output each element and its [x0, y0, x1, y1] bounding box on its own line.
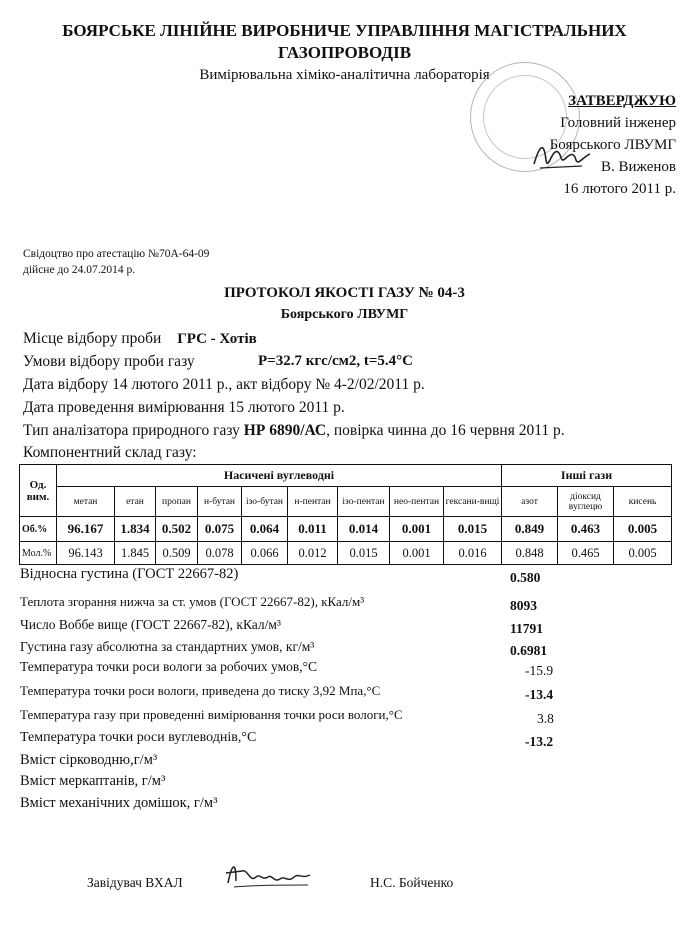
sampling-place-value: ГРС - Хотів: [177, 331, 257, 347]
property-value: 8093: [510, 598, 537, 613]
composition-label: Компонентний склад газу:: [23, 444, 197, 461]
table-cell: 1.834: [115, 517, 156, 542]
table-cell: 0.848: [502, 542, 558, 565]
property-label: Вміст меркаптанів, г/м³: [20, 773, 166, 789]
handwritten-signature-head: [222, 855, 314, 891]
table-cell: 0.014: [338, 517, 390, 542]
table-cell: 0.015: [444, 517, 502, 542]
column-header: метан: [57, 487, 115, 517]
table-cell: 0.016: [444, 542, 502, 565]
table-cell: 0.064: [242, 517, 288, 542]
table-cell: 0.001: [390, 517, 444, 542]
table-cell: 0.015: [338, 542, 390, 565]
property-label: Число Воббе вище (ГОСТ 22667-82), кКал/м³: [20, 617, 281, 632]
table-cell: 0.075: [198, 517, 242, 542]
property-label: Температура точки роси вуглеводнів,°С: [20, 730, 257, 745]
table-cell: 0.849: [502, 517, 558, 542]
property-value: -13.2: [525, 734, 554, 749]
signature-position: Завідувач ВХАЛ: [87, 875, 183, 890]
protocol-title: ПРОТОКОЛ ЯКОСТІ ГАЗУ № 04-3: [224, 285, 465, 301]
organization-name: [0, 20, 689, 64]
property-label: Теплота згорання нижча за ст. умов (ГОСТ 22667-82), кКал/м³: [20, 594, 365, 609]
property-value: -15.9: [525, 663, 554, 678]
sampling-conditions-label: Умови відбору проби газу: [23, 353, 195, 370]
approval-title: ЗАТВЕРДЖУЮ: [568, 93, 676, 109]
analyzer-prefix: Тип аналізатора природного газу: [23, 422, 244, 439]
sampling-place-line: [23, 330, 257, 348]
table-cell: 0.005: [614, 517, 672, 542]
analyzer-model: НР 6890/АС: [243, 422, 327, 439]
table-row: [20, 517, 672, 542]
saturated-hydrocarbons-header: Насичені вуглеводні: [57, 465, 502, 487]
protocol-subtitle: Боярського ЛВУМГ: [280, 307, 409, 322]
unit-header: Од. вим.: [20, 465, 57, 517]
property-value: 11791: [510, 621, 544, 636]
other-gases-header: Інші гази: [502, 465, 672, 487]
column-header: етан: [115, 487, 156, 517]
sampling-conditions-line: [23, 353, 413, 371]
property-value: 3.8: [537, 711, 554, 726]
approval-date: 16 лютого 2011 р.: [563, 181, 676, 197]
table-cell: 0.463: [558, 517, 614, 542]
column-header: нео-пентан: [390, 487, 444, 517]
certificate-validity: дійсне до 24.07.2014 р.: [23, 264, 136, 276]
property-label: Вміст сірководню,г/м³: [20, 752, 158, 768]
table-cell: 0.502: [156, 517, 198, 542]
property-label: Відносна густина (ГОСТ 22667-82): [20, 566, 239, 582]
property-label: Густина газу абсолютна за стандартних умов, кг/м³: [20, 639, 315, 654]
laboratory-name: Вимірювальна хіміко-аналітична лабораторія: [199, 67, 490, 83]
table-cell: 0.005: [614, 542, 672, 565]
signature-name: Н.С. Бойченко: [370, 875, 454, 890]
property-label: Вміст механічних домішок, г/м³: [20, 795, 218, 811]
column-header: азот: [502, 487, 558, 517]
sampling-conditions-value: Р=32.7 кгс/см2, t=5.4°С: [258, 353, 413, 369]
row-unit-label: Об.%: [20, 517, 57, 542]
gas-composition-table: [19, 464, 672, 565]
sampling-date-line: Дата відбору 14 лютого 2011 р., акт відбору № 4-2/02/2011 р.: [23, 376, 425, 393]
table-cell: 0.465: [558, 542, 614, 565]
certificate-number: Свідоцтво про атестацію №70А-64-09: [23, 248, 210, 260]
column-header: н-бутан: [198, 487, 242, 517]
table-cell: 0.509: [156, 542, 198, 565]
property-value: 0.580: [510, 570, 541, 585]
approval-signer: В. Виженов: [601, 159, 676, 175]
organization-line-2: ГАЗОПРОВОДІВ: [277, 43, 412, 62]
property-label: Температура точки роси вологи за робочих умов,°С: [20, 659, 318, 674]
certificate-info: [23, 246, 209, 278]
property-value: 0.6981: [510, 643, 548, 658]
approval-organization: Боярського ЛВУМГ: [549, 137, 676, 153]
table-cell: 0.078: [198, 542, 242, 565]
organization-line-1: БОЯРСЬКЕ ЛІНІЙНЕ ВИРОБНИЧЕ УПРАВЛІННЯ МАГІСТРАЛЬНИХ: [62, 21, 627, 40]
table-row: [20, 542, 672, 565]
sampling-place-label: Місце відбору проби: [23, 330, 162, 347]
column-header: н-пентан: [288, 487, 338, 517]
table-cell: 0.012: [288, 542, 338, 565]
property-value: -13.4: [525, 687, 554, 702]
analyzer-suffix: , повірка чинна до 16 червня 2011 р.: [326, 422, 565, 439]
column-header: ізо-бутан: [242, 487, 288, 517]
column-header: діоксид вуглецю: [558, 487, 614, 517]
property-label: Температура газу при проведенні вимірювання точки роси вологи,°С: [20, 707, 403, 722]
table-cell: 0.001: [390, 542, 444, 565]
handwritten-signature-approval: [530, 138, 592, 174]
analyzer-line: [23, 422, 565, 440]
column-header: гексани-вищі: [444, 487, 502, 517]
table-cell: 0.011: [288, 517, 338, 542]
table-cell: 0.066: [242, 542, 288, 565]
column-header: пропан: [156, 487, 198, 517]
table-cell: 1.845: [115, 542, 156, 565]
measurement-date-line: Дата проведення вимірювання 15 лютого 2011 р.: [23, 399, 345, 416]
row-unit-label: Мол.%: [20, 542, 57, 565]
column-header: кисень: [614, 487, 672, 517]
table-cell: 96.167: [57, 517, 115, 542]
property-label: Температура точки роси вологи, приведена до тиску 3,92 Мпа,°С: [20, 683, 381, 698]
approval-position: Головний інженер: [560, 115, 676, 131]
column-header: ізо-пентан: [338, 487, 390, 517]
table-cell: 96.143: [57, 542, 115, 565]
